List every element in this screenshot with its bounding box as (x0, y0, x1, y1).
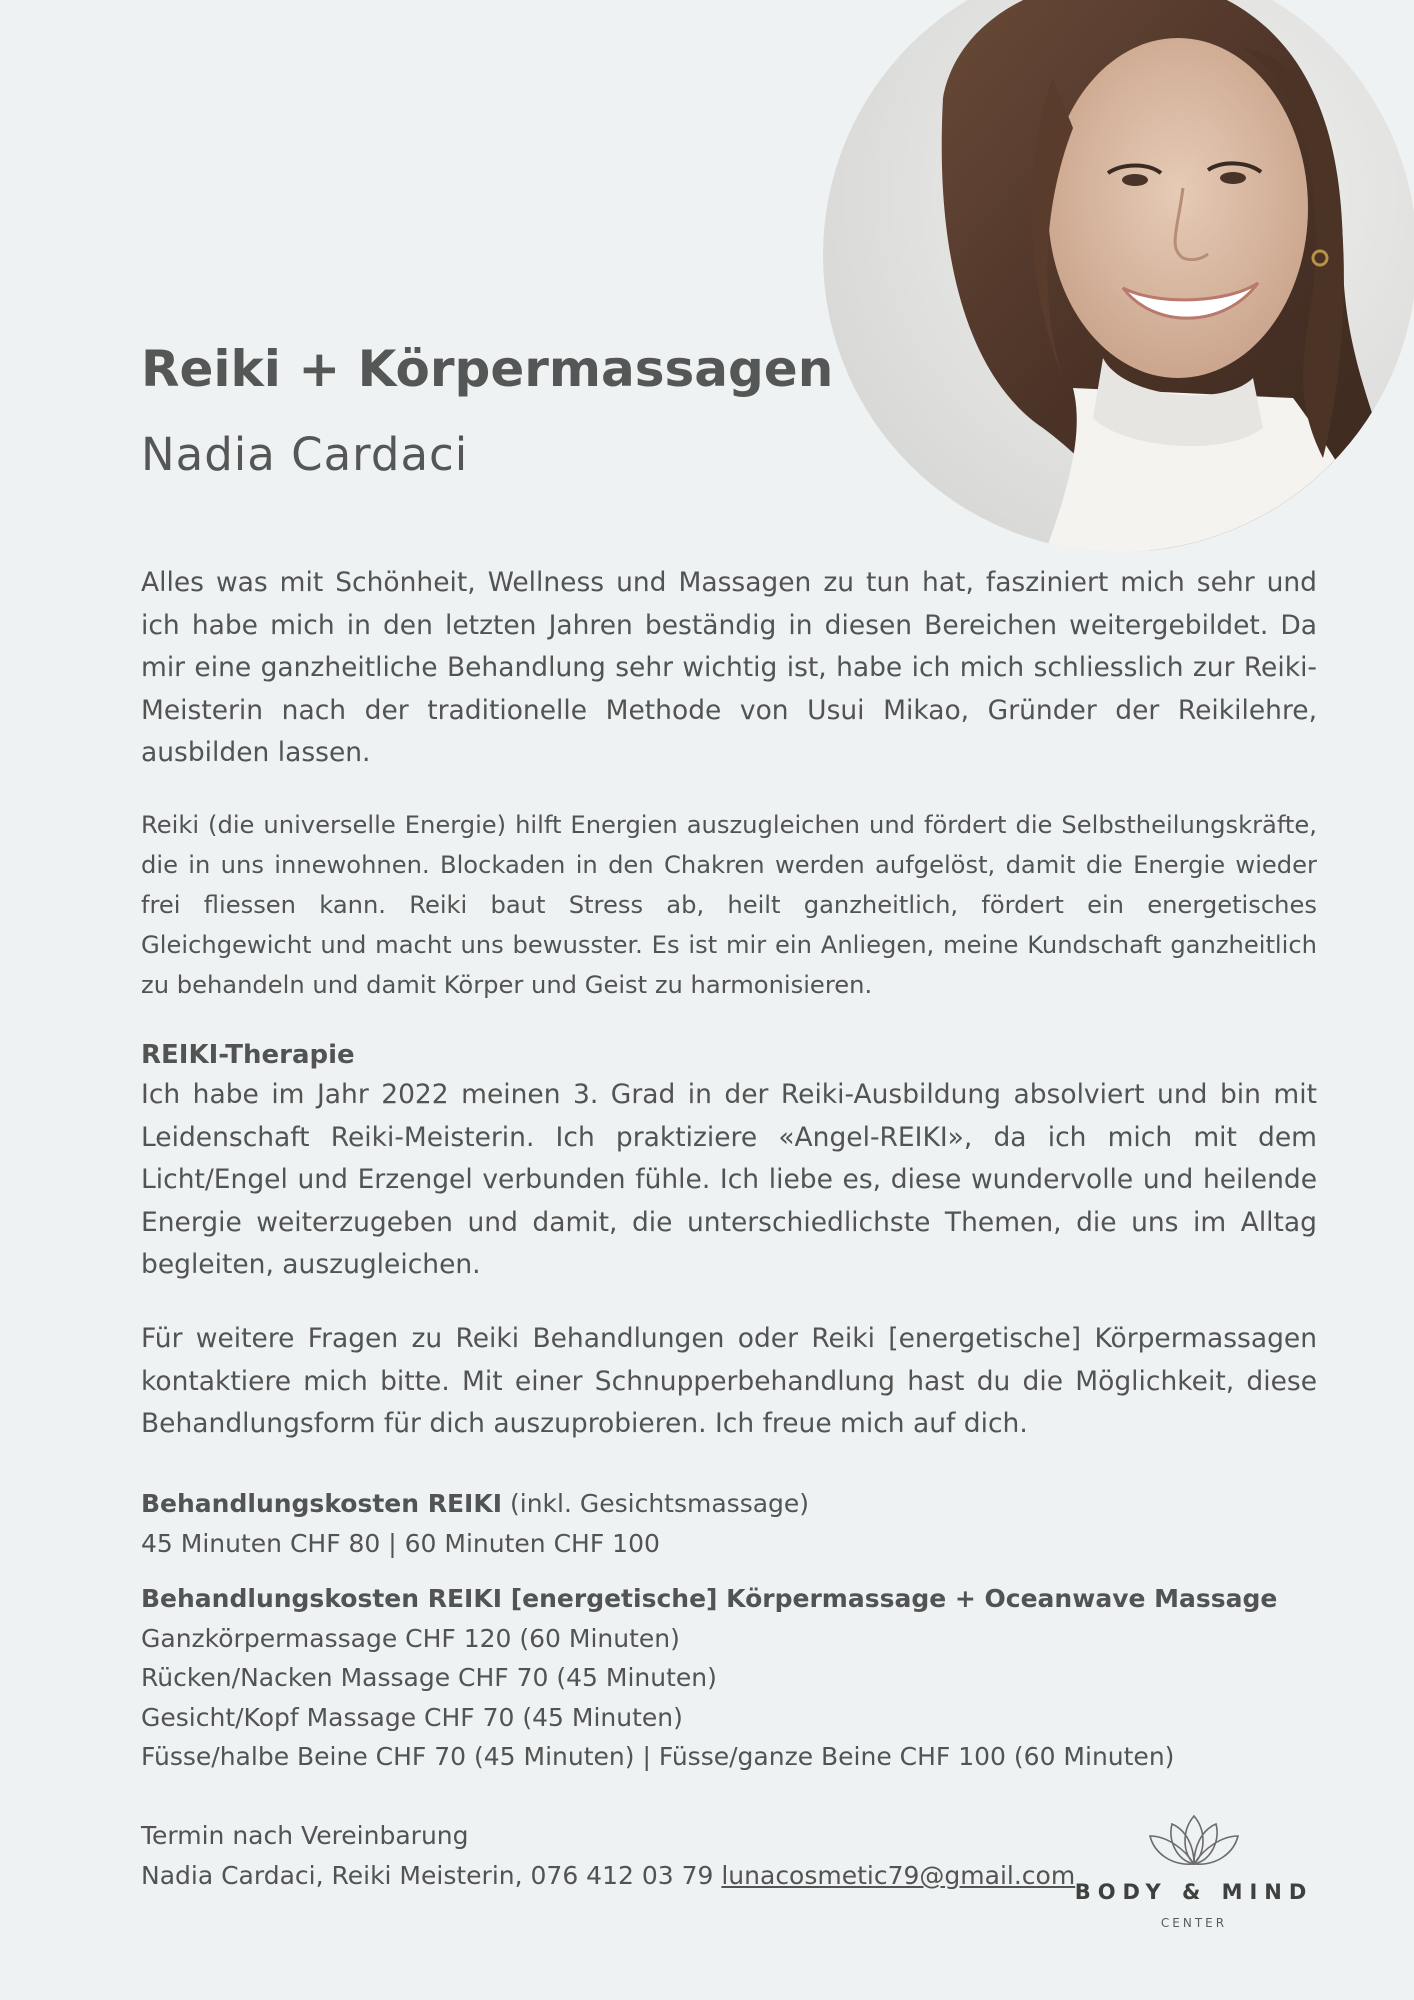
therapy-heading: REIKI-Therapie (141, 1040, 355, 1070)
reiki-section (141, 805, 1317, 1005)
reiki-prices-line: 45 Minuten CHF 80 | 60 Minuten CHF 100 (141, 1528, 660, 1558)
portrait-photo (823, 0, 1414, 552)
massage-prices (141, 1579, 1317, 1777)
price-line: Rücken/Nacken Massage CHF 70 (45 Minuten) (141, 1663, 717, 1692)
lotus-icon (1146, 1812, 1242, 1868)
page-title: Reiki + Körpermassagen (141, 340, 834, 398)
footer-contact (141, 1816, 1075, 1896)
contact-text: Nadia Cardaci, Reiki Meisterin, 076 412 03 79 (141, 1861, 722, 1890)
logo-name: BODY & MIND (1074, 1880, 1314, 1904)
page-subtitle: Nadia Cardaci (141, 428, 469, 481)
contact-invite-paragraph: Für weitere Fragen zu Reiki Behandlungen oder Reiki [energetische] Körpermassagen kontaktiere mich bitte. Mit einer Schnupperbehandlung hast du die Möglichkeit, diese Behandlungsform für dich auszuprobieren. Ich freue mich auf dich. (141, 1323, 1317, 1439)
portrait-illustration (823, 0, 1414, 552)
reiki-prices-heading: Behandlungskosten REIKI (141, 1489, 503, 1518)
reiki-prices (141, 1484, 1317, 1563)
therapy-paragraph: Ich habe im Jahr 2022 meinen 3. Grad in der Reiki-Ausbildung absolviert und bin mit Leidenschaft Reiki-Meisterin. Ich praktiziere «Angel-REIKI», da ich mich mit dem Licht/Engel und Erzengel verbunden fühle. Ich liebe es, diese wundervolle und heilende Energie weiterzugeben und damit, die unterschiedlichste Themen, die uns im Alltag begleiten, auszugleichen. (141, 1079, 1317, 1280)
intro-paragraph: Alles was mit Schönheit, Wellness und Massagen zu tun hat, fasziniert mich sehr und ich habe mich in den letzten Jahren beständig in diesen Bereichen weitergebildet. Da mir eine ganzheitliche Behandlung sehr wichtig ist, habe ich mich schliesslich zur Reiki-Meisterin nach der traditionelle Methode von Usui Mikao, Gründer der Reikilehre, ausbilden lassen. (141, 567, 1317, 768)
reiki-paragraph: Reiki (die universelle Energie) hilft Energien auszugleichen und fördert die Selbstheilungskräfte, die in uns innewohnen. Blockaden in den Chakren werden aufgelöst, damit die Energie wieder frei fliessen kann. Reiki baut Stress ab, heilt ganzheitlich, fördert ein energetisches Gleichgewicht und macht uns bewusster. Es ist mir ein Anliegen, meine Kundschaft ganzheitlich zu behandeln und damit Körper und Geist zu harmonisieren. (141, 811, 1317, 999)
price-line: Füsse/halbe Beine CHF 70 (45 Minuten) | Füsse/ganze Beine CHF 100 (60 Minuten) (141, 1742, 1175, 1771)
appointment-text: Termin nach Vereinbarung (141, 1821, 469, 1850)
price-line: Gesicht/Kopf Massage CHF 70 (45 Minuten) (141, 1702, 683, 1732)
body-mind-logo (1074, 1812, 1314, 1948)
massage-prices-heading: Behandlungskosten REIKI [energetische] Körpermassage + Oceanwave Massage (141, 1584, 1278, 1613)
contact-invite-section (141, 1318, 1317, 1446)
price-line: Ganzkörpermassage CHF 120 (60 Minuten) (141, 1623, 680, 1653)
reiki-prices-note: (inkl. Gesichtsmassage) (502, 1489, 810, 1518)
intro-section (141, 562, 1317, 775)
logo-subtitle: CENTER (1160, 1916, 1228, 1930)
email-link[interactable]: lunacosmetic79@gmail.com (721, 1861, 1076, 1890)
therapy-section (141, 1036, 1317, 1287)
